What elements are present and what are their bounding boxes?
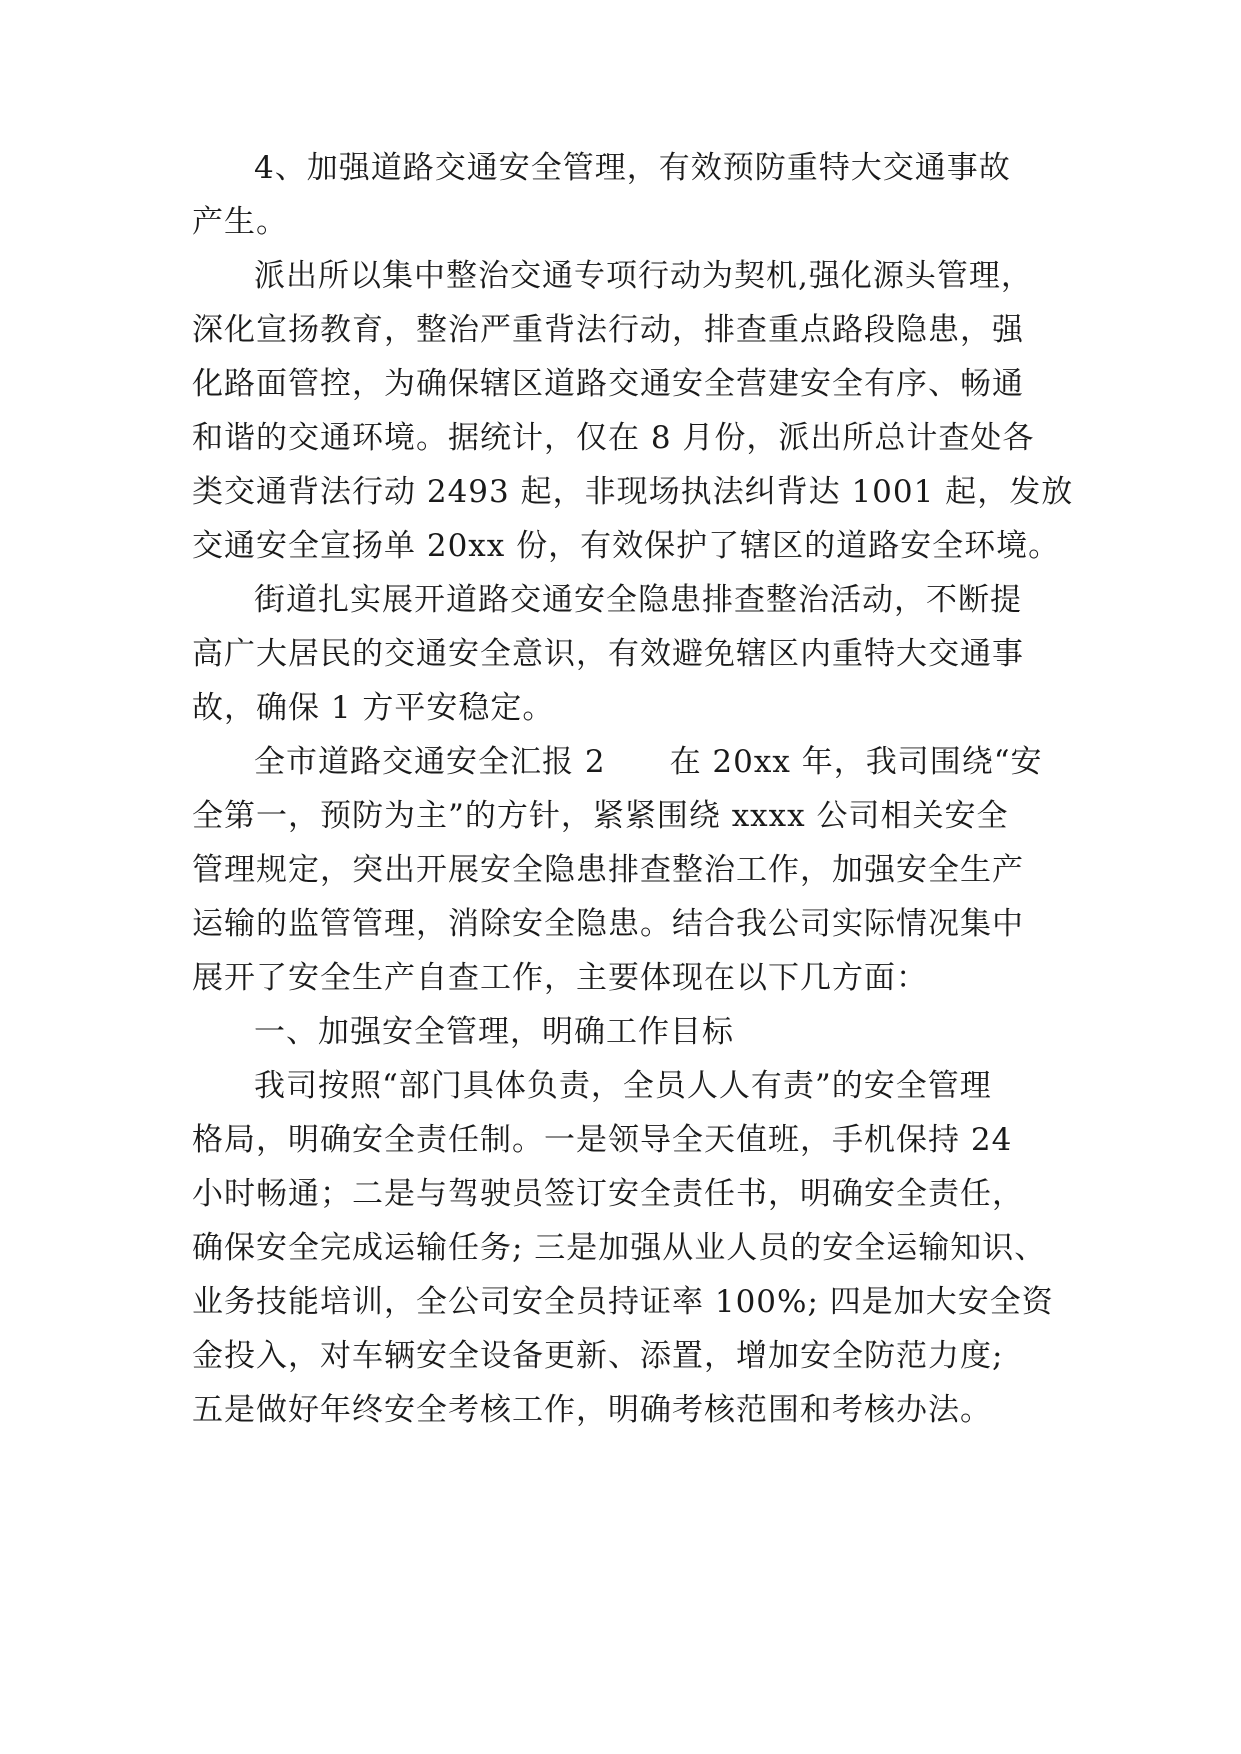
text-line: 街道扎实展开道路交通安全隐患排查整治活动，不断提 xyxy=(254,582,1022,618)
text-line: 业务技能培训，全公司安全员持证率 100%; 四是加大安全资 xyxy=(192,1284,1054,1320)
text-line: 化路面管控，为确保辖区道路交通安全营建安全有序、畅通 xyxy=(192,366,1024,402)
text-line: 格局，明确安全责任制。一是领导全天值班，手机保持 24 xyxy=(192,1122,1013,1158)
text-line: 小时畅通；二是与驾驶员签订安全责任书，明确安全责任， xyxy=(192,1176,1024,1212)
text-line: 深化宣扬教育，整治严重背法行动，排查重点路段隐患，强 xyxy=(192,312,1024,348)
text-line: 全市道路交通安全汇报 2 在 20xx 年，我司围绕“安 xyxy=(254,744,1043,780)
text-line: 确保安全完成运输任务; 三是加强从业人员的安全运输知识、 xyxy=(192,1230,1047,1266)
section-heading: 一、加强安全管理，明确工作目标 xyxy=(254,1014,734,1050)
text-line: 类交通背法行动 2493 起，非现场执法纠背达 1001 起，发放 xyxy=(192,474,1074,510)
text-line: 4、加强道路交通安全管理，有效预防重特大交通事故 xyxy=(254,150,1011,186)
text-line: 和谐的交通环境。据统计，仅在 8 月份，派出所总计查处各 xyxy=(192,420,1035,456)
text-line: 交通安全宣扬单 20xx 份，有效保护了辖区的道路安全环境。 xyxy=(192,528,1061,564)
text-line: 产生。 xyxy=(192,204,288,240)
text-line: 故，确保 1 方平安稳定。 xyxy=(192,690,555,726)
text-line: 展开了安全生产自查工作，主要体现在以下几方面： xyxy=(192,960,928,996)
text-line: 运输的监管管理，消除安全隐患。结合我公司实际情况集中 xyxy=(192,906,1024,942)
text-line: 派出所以集中整治交通专项行动为契机,强化源头管理， xyxy=(254,258,1033,294)
text-line: 全第一，预防为主”的方针，紧紧围绕 xxxx 公司相关安全 xyxy=(192,798,1009,834)
text-line: 五是做好年终安全考核工作，明确考核范围和考核办法。 xyxy=(192,1392,992,1428)
text-line: 高广大居民的交通安全意识，有效避免辖区内重特大交通事 xyxy=(192,636,1024,672)
text-line: 金投入，对车辆安全设备更新、添置，增加安全防范力度; xyxy=(192,1338,1004,1374)
text-line: 我司按照“部门具体负责，全员人人有责”的安全管理 xyxy=(254,1068,992,1104)
text-line: 管理规定，突出开展安全隐患排查整治工作，加强安全生产 xyxy=(192,852,1024,888)
